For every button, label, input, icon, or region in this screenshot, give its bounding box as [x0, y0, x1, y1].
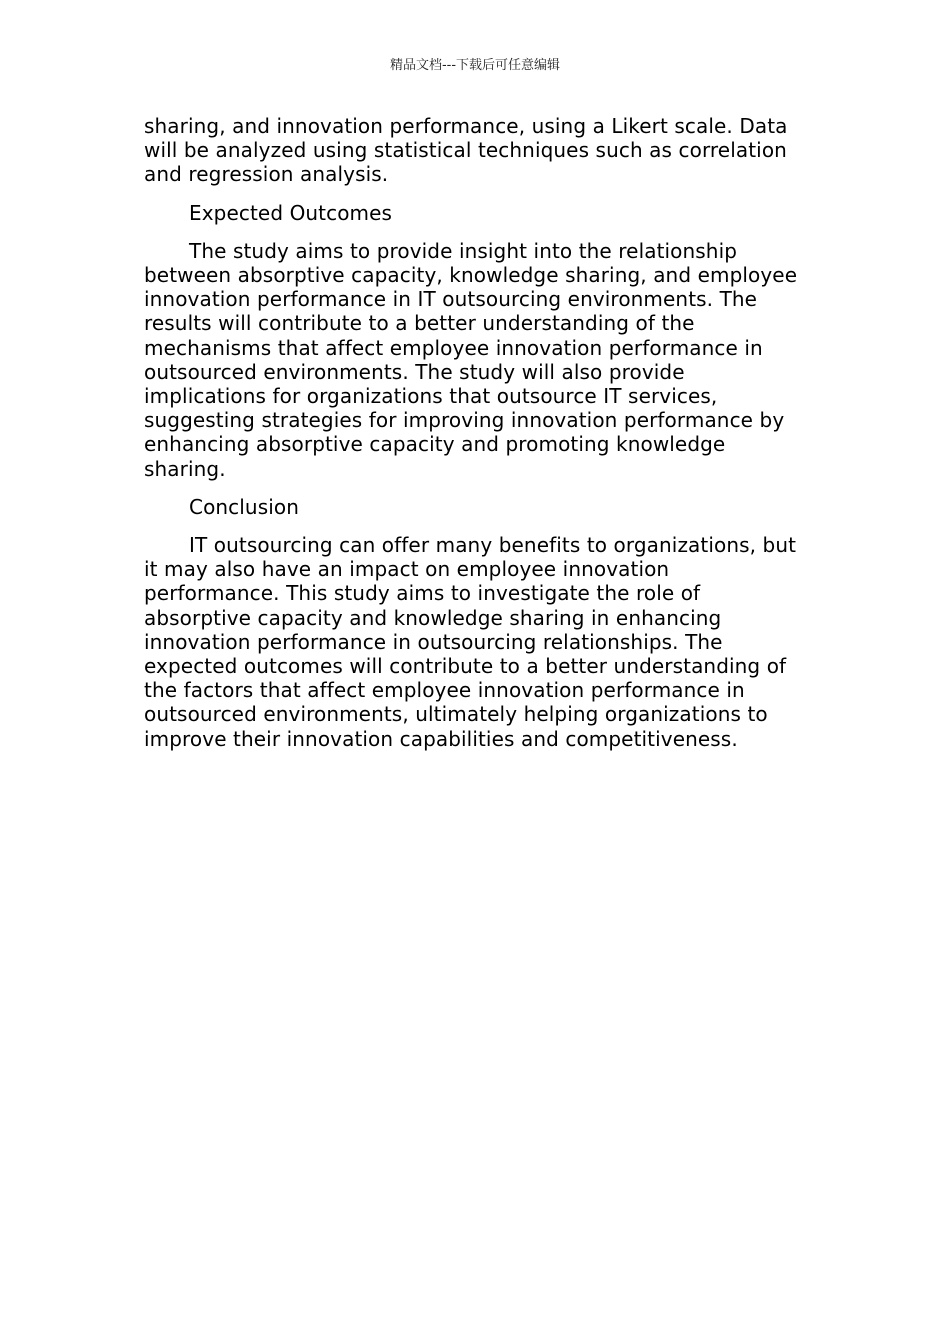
document-body: [144, 114, 809, 765]
methodology-paragraph-continued: sharing, and innovation performance, using a Likert scale. Data will be analyzed using statistical techniques such as correlation and regression analysis.: [144, 114, 788, 187]
section-heading-expected-outcomes: Expected Outcomes: [189, 200, 393, 225]
page-header: 精品文档---下载后可任意编辑: [389, 58, 561, 73]
section-heading-conclusion: Conclusion: [189, 494, 299, 519]
expected-outcomes-paragraph: The study aims to provide insight into the relationship between absorptive capacity, knowledge sharing, and employee innovation performance in IT outsourcing environments. The results will contribute to a better understanding of the mechanisms that affect employee innovation performance in outsourced environments. The study will also provide implications for organizations that outsource IT services, suggesting strategies for improving innovation performance by enhancing absorptive capacity and promoting knowledge sharing.: [144, 238, 798, 481]
conclusion-paragraph: IT outsourcing can offer many benefits to organizations, but it may also have an impact on employee innovation performance. This study aims to investigate the role of absorptive capacity and knowledge sharing in enhancing innovation performance in outsourcing relationships. The expected outcomes will contribute to a better understanding of the factors that affect employee innovation performance in outsourced environments, ultimately helping organizations to improve their innovation capabilities and competitiveness.: [144, 533, 797, 751]
